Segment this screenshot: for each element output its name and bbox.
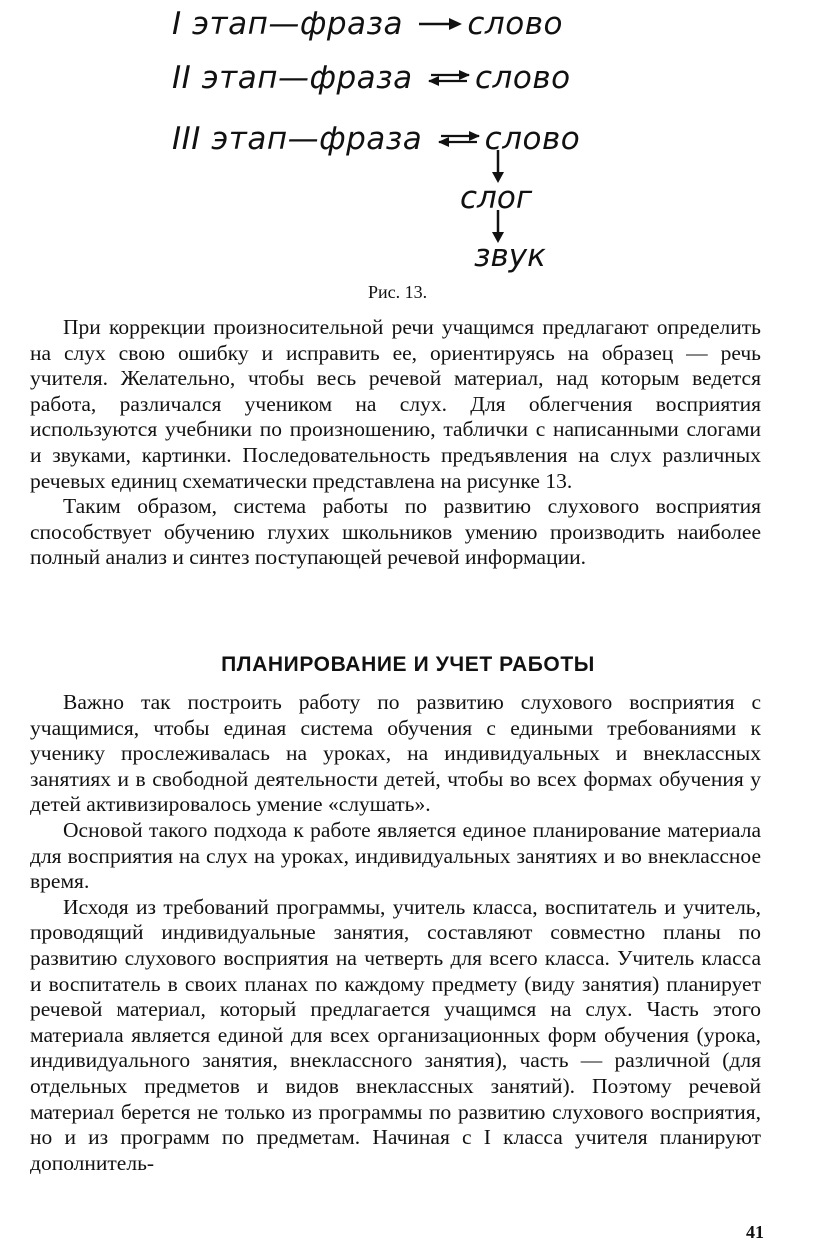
paragraph: Исходя из требований программы, учитель класса, воспитатель и учитель, проводящий индивидуальные занятия, составляют совместно планы по развитию слухового восприятия на четверть для всего класса. Учитель класса и воспитатель в своих планах по каждому предмету (виду занятия) планирует речевой материал, который предлагается учащимся на слух. Часть этого материала является единой для всех организационных форм обучения (урока, индивидуального занятия, внеклассного занятия), часть — различной (для отдельных предметов и видов внеклассных занятий). Поэтому речевой материал берется не только из программы по развитию слухового восприятия, но и из программ по предметам. Начиная с I класса учителя планируют дополнитель-	[30, 894, 761, 1175]
text-block-after-heading	[30, 690, 761, 1176]
text-block-before-heading	[30, 315, 761, 571]
stage-3-dash: —	[287, 120, 320, 157]
bidirectional-arrow-icon	[437, 131, 481, 147]
page-number: 41	[746, 1222, 764, 1242]
bidirectional-arrow-icon	[427, 70, 471, 86]
stage-2-row	[172, 56, 571, 96]
figure-13-scheme	[0, 0, 816, 305]
stage-2-to: слово	[475, 59, 571, 96]
figure-caption: Рис. 13.	[368, 282, 428, 302]
stage-2-label: II этап	[172, 59, 278, 96]
stage-1-label: I этап	[172, 5, 269, 42]
stage-1-dash: —	[268, 5, 300, 42]
stage-2-from: фраза	[309, 59, 413, 96]
stage-2-dash: —	[277, 59, 310, 96]
stage-3-to: слово	[484, 120, 581, 157]
paragraph: Основой такого подхода к работе является единое планирование материала для восприятия на слух на уроках, индивидуальных занятиях и во внеклассное время.	[30, 817, 761, 894]
down-arrow-icon	[490, 150, 506, 184]
stage-1-from: фраза	[299, 5, 404, 42]
stage-3-row	[172, 117, 580, 157]
right-arrow-icon	[417, 17, 463, 31]
stage-3-label: III этап	[172, 120, 288, 157]
stage-1-row	[172, 2, 563, 42]
paragraph: Важно так построить работу по развитию слухового восприятия с учащимися, чтобы единая система обучения с едиными требованиями к ученику прослеживалась на уроках, на индивидуальных и внеклассных занятиях и в свободной деятельности детей, чтобы во всех формах обучения у детей активизировалось умение «слушать».	[30, 690, 761, 817]
section-heading: ПЛАНИРОВАНИЕ И УЧЕТ РАБОТЫ	[221, 653, 595, 676]
stage-3-from: фраза	[319, 120, 423, 157]
stage-1-to: слово	[467, 5, 563, 42]
chain-word-syllable: слог	[460, 180, 533, 216]
paragraph: При коррекции произносительной речи учащимся предлагают определить на слух свою ошибку и исправить ее, ориентируясь на образец — речь учителя. Желательно, чтобы весь речевой материал, над которым ведется работа, различался учеником на слух. Для облегчения восприятия используются учебники по произношению, таблички с написанными слогами и звуками, картинки. Последовательность предъявления на слух различных речевых единиц схематически представлена на рисунке 13.	[30, 315, 761, 493]
chain-word-sound: звук	[474, 238, 546, 274]
paragraph: Таким образом, система работы по развитию слухового восприятия способствует обучению глухих школьников умению производить наиболее полный анализ и синтез поступающей речевой информации.	[30, 494, 761, 570]
